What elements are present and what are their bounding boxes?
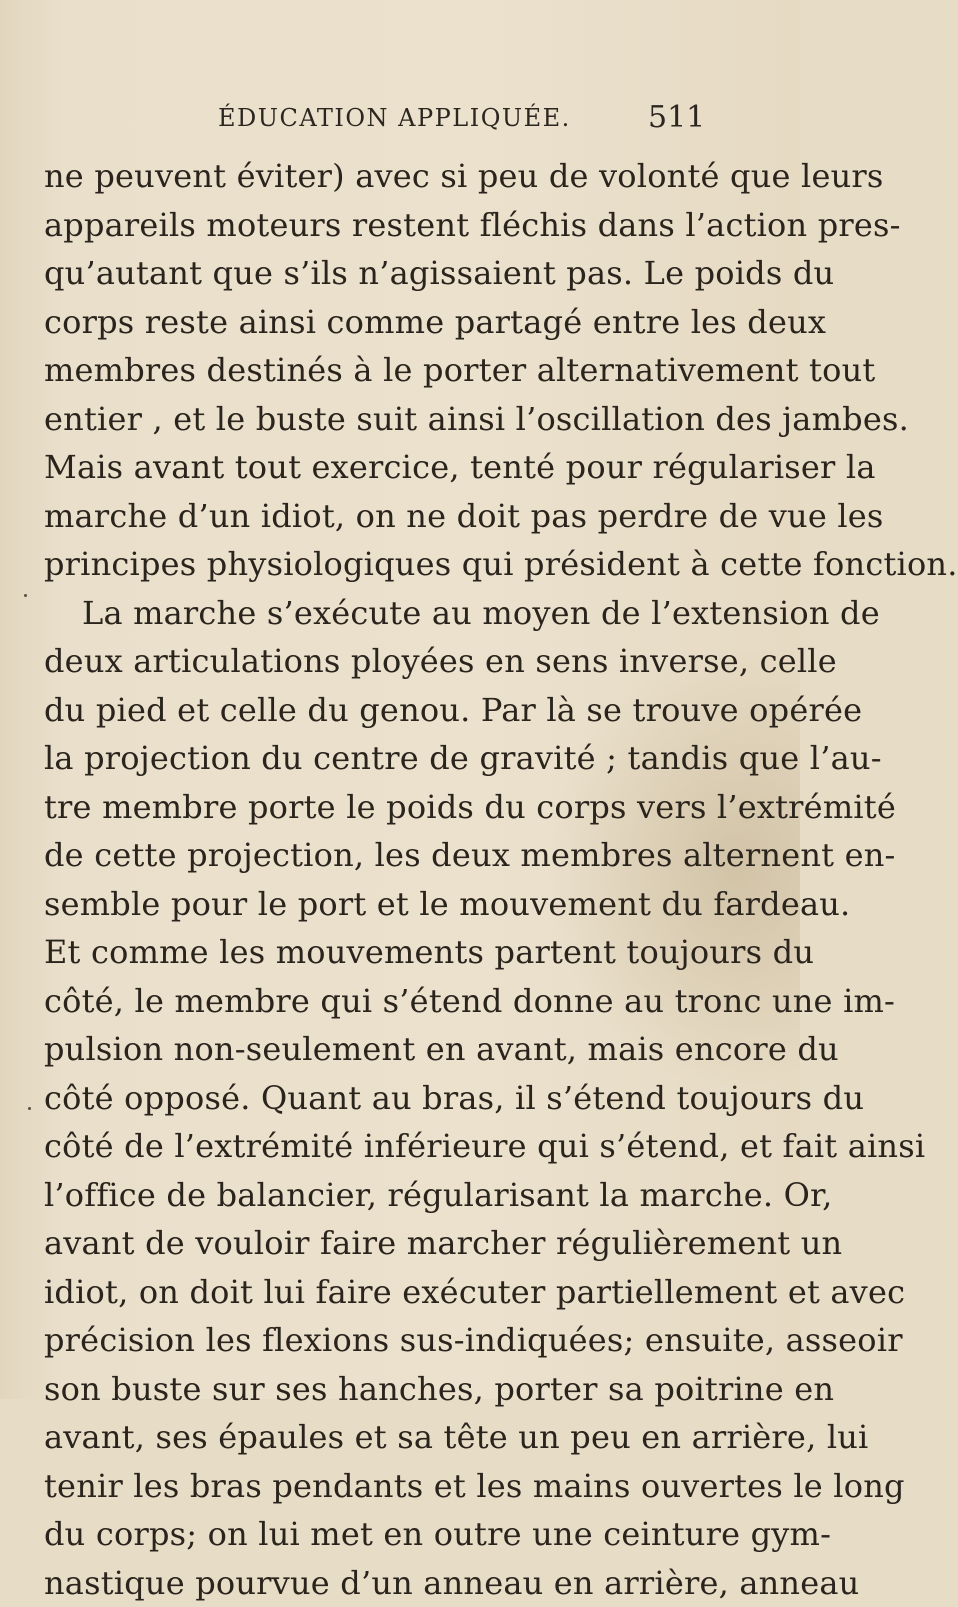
text-line: tenir les bras pendants et les mains ouvertes le long — [44, 1462, 728, 1511]
text-line: membres destinés à le porter alternativement tout — [44, 346, 728, 395]
paper-speck — [24, 594, 27, 597]
text-line: avant de vouloir faire marcher régulièrement un — [44, 1219, 728, 1268]
text-line: principes physiologiques qui président à cette fonction. — [44, 540, 728, 589]
text-line: de cette projection, les deux membres alternent en- — [44, 831, 728, 880]
paper-speck — [28, 1107, 31, 1110]
text-line: appareils moteurs restent fléchis dans l’action pres- — [44, 201, 728, 250]
text-line: pulsion non-seulement en avant, mais encore du — [44, 1025, 728, 1074]
text-line: du corps; on lui met en outre une ceinture gym- — [44, 1510, 728, 1559]
text-line: deux articulations ployées en sens inverse, celle — [44, 637, 728, 686]
text-line: côté de l’extrémité inférieure qui s’étend, et fait ainsi — [44, 1122, 728, 1171]
text-line: son buste sur ses hanches, porter sa poitrine en — [44, 1365, 728, 1414]
text-line: La marche s’exécute au moyen de l’extension de — [44, 589, 728, 638]
text-line: nastique pourvue d’un anneau en arrière, anneau — [44, 1559, 728, 1607]
running-head-title: ÉDUCATION APPLIQUÉE. — [218, 104, 571, 132]
running-head — [0, 104, 800, 144]
text-line: corps reste ainsi comme partagé entre les deux — [44, 298, 728, 347]
text-line: marche d’un idiot, on ne doit pas perdre de vue les — [44, 492, 728, 541]
text-line: qu’autant que s’ils n’agissaient pas. Le poids du — [44, 249, 728, 298]
page-number: 511 — [648, 100, 705, 135]
text-line: la projection du centre de gravité ; tandis que l’au- — [44, 734, 728, 783]
text-line: avant, ses épaules et sa tête un peu en arrière, lui — [44, 1413, 728, 1462]
text-line: ne peuvent éviter) avec si peu de volonté que leurs — [44, 152, 728, 201]
text-line: Mais avant tout exercice, tenté pour régulariser la — [44, 443, 728, 492]
text-line: précision les flexions sus-indiquées; ensuite, asseoir — [44, 1316, 728, 1365]
text-line: du pied et celle du genou. Par là se trouve opérée — [44, 686, 728, 735]
text-line: entier , et le buste suit ainsi l’oscillation des jambes. — [44, 395, 728, 444]
text-line: idiot, on doit lui faire exécuter partiellement et avec — [44, 1268, 728, 1317]
text-line: côté, le membre qui s’étend donne au tronc une im- — [44, 977, 728, 1026]
text-line: Et comme les mouvements partent toujours du — [44, 928, 728, 977]
text-line: côté opposé. Quant au bras, il s’étend toujours du — [44, 1074, 728, 1123]
text-line: l’office de balancier, régularisant la marche. Or, — [44, 1171, 728, 1220]
text-line: semble pour le port et le mouvement du fardeau. — [44, 880, 728, 929]
text-line: tre membre porte le poids du corps vers l’extrémité — [44, 783, 728, 832]
body-text — [44, 152, 728, 1607]
